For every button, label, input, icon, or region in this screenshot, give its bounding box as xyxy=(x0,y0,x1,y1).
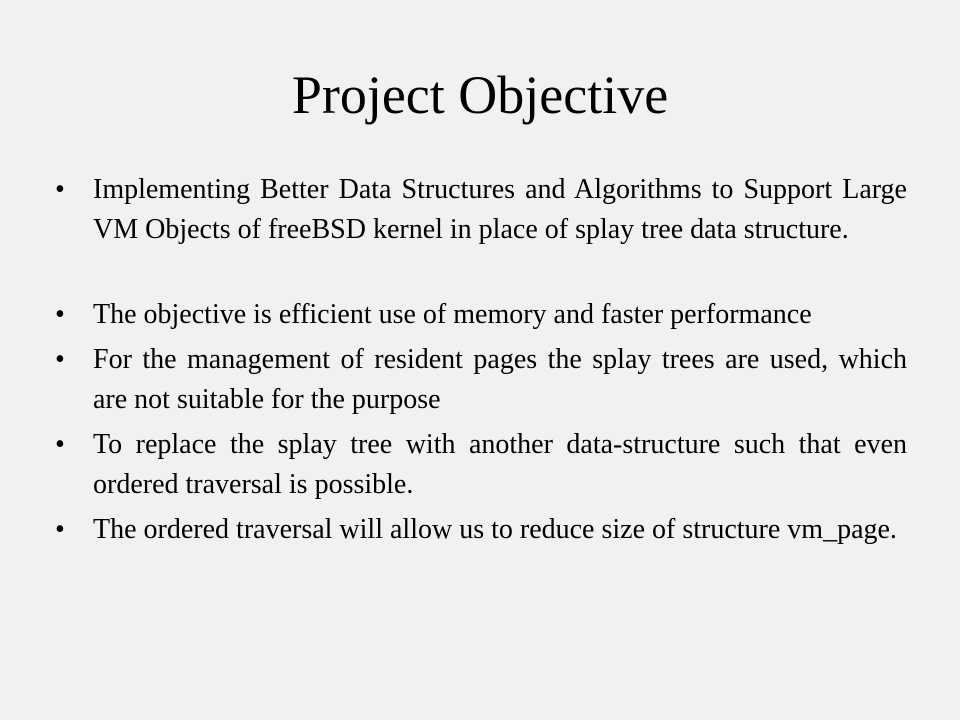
bullet-text: For the management of resident pages the splay trees are used, which are not suitable for the purpose xyxy=(93,344,907,415)
bullet-text: To replace the splay tree with another data-structure such that even ordered traversal is possible. xyxy=(93,429,907,500)
bullet-item xyxy=(55,295,907,335)
bullet-icon: • xyxy=(55,514,65,545)
bullet-icon: • xyxy=(55,429,65,460)
bullet-text: The ordered traversal will allow us to reduce size of structure vm_page. xyxy=(93,514,897,545)
bullet-icon: • xyxy=(55,299,65,330)
bullet-item xyxy=(55,170,907,250)
bullet-item xyxy=(55,510,907,550)
bullet-icon: • xyxy=(55,344,65,375)
bullet-text: Implementing Better Data Structures and Algorithms to Support Large VM Objects of freeBSD kernel in place of splay tree data structure. xyxy=(93,174,907,245)
slide-title: Project Objective xyxy=(291,65,669,125)
bullet-list xyxy=(55,170,907,550)
bullet-item xyxy=(55,425,907,505)
bullet-text: The objective is efficient use of memory and faster performance xyxy=(93,299,812,330)
bullet-item xyxy=(55,340,907,420)
bullet-icon: • xyxy=(55,174,65,205)
